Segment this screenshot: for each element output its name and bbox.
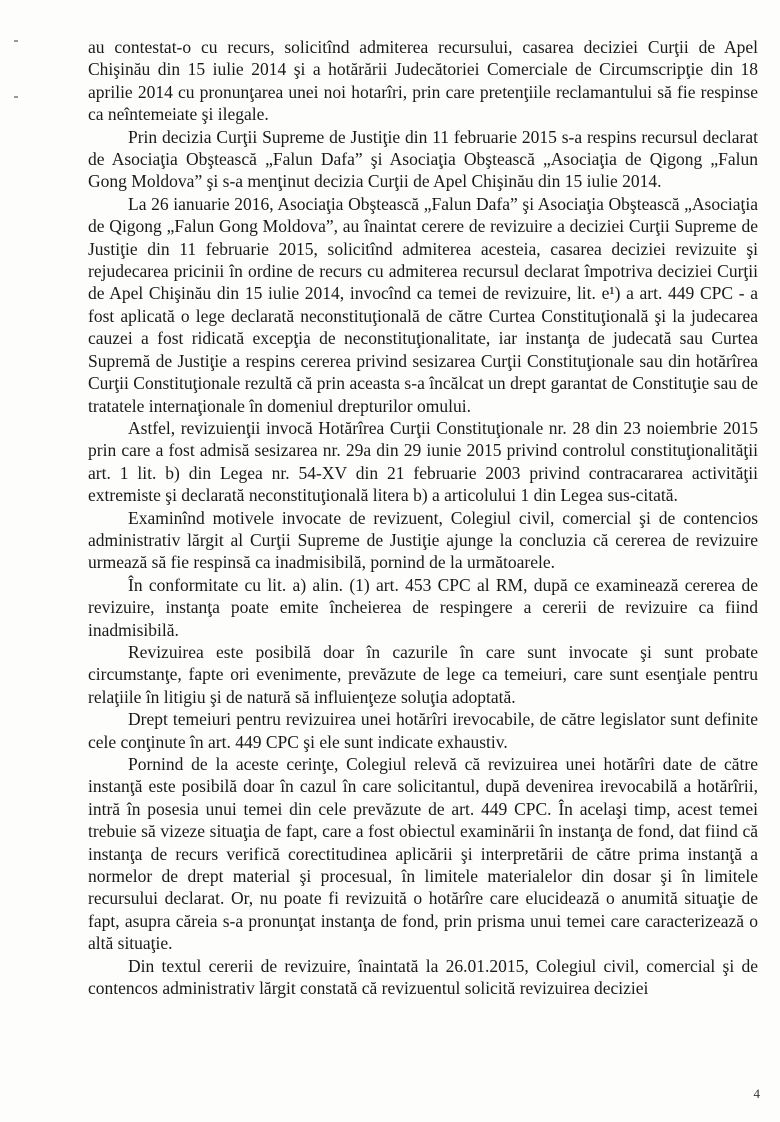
page-number: 4 xyxy=(753,1086,760,1101)
paragraph: Astfel, revizuienţii invocă Hotărîrea Curţii Constituţionale nr. 28 din 23 noiembrie 2015 prin care a fost admisă sesizarea nr. 29a din 29 iunie 2015 privind controlul constituţionalităţii art. 1 lit. b) din Legea nr. 54-XV din 21 februarie 2003 privind contracararea activităţii extremiste şi declarată neconstituţională litera b) a articolului 1 din Legea sus-citată. xyxy=(88,417,758,506)
paragraph: Revizuirea este posibilă doar în cazurile în care sunt invocate şi sunt probate circumstanţe, fapte ori evenimente, prevăzute de lege ca temeiuri, care sunt esenţiale pentru relaţiile în litigiu şi de natură să influienţeze soluţia adoptată. xyxy=(88,641,758,707)
paragraph: au contestat-o cu recurs, solicitînd admiterea recursului, casarea deciziei Curţii de Apel Chişinău din 15 iulie 2014 şi a hotărării Judecătoriei Comerciale de Circumscripţie din 18 aprilie 2014 cu pronunţarea unei noi hotarîri, prin care pretenţiile reclamantului să fie respinse ca neîntemeiate şi ilegale. xyxy=(88,37,758,125)
paragraph: În conformitate cu lit. a) alin. (1) art. 453 CPC al RM, după ce examinează cererea de revizuire, instanţa poate emite încheierea de respingere a cererii de revizuire ca fiind inadmisibilă. xyxy=(88,574,758,640)
paragraph: Din textul cererii de revizuire, înaintată la 26.01.2015, Colegiul civil, comercial şi de contencos administrativ lărgit constată că revizuentul solicită revizuirea deciziei xyxy=(88,955,758,999)
paragraph: Examinînd motivele invocate de revizuent, Colegiul civil, comercial şi de contencios administrativ lărgit al Curţii Supreme de Justiţie ajunge la concluzia că cererea de revizuire urmează să fie respinsă ca inadmisibilă, pornind de la următoarele. xyxy=(88,507,758,573)
paragraph: La 26 ianuarie 2016, Asociaţia Obştească „Falun Dafa” şi Asociaţia Obştească „Asociaţia de Qigong „Falun Gong Moldova”, au înaintat cerere de revizuire a deciziei Curţii Supreme de Justiţie din 11 februarie 2015, solicitînd admiterea acesteia, casarea deciziei revizuite şi rejudecarea pricinii în ordine de recurs cu admiterea recursul declarat împotriva deciziei Curţii de Apel Chişinău din 15 iulie 2014, invocînd ca temei de revizuire, lit. e¹) a art. 449 CPC - a fost aplicată o lege declarată neconstituţională de către Curtea Constituţională şi la judecarea cauzei a fost ridicată excepţia de neconstituţionalitate, iar instanţa de judecată sau Curtea Supremă de Justiţie a respins cererea privind sesizarea Curţii Constituţionale sau din hotărîrea Curţii Constituţionale rezultă că prin aceasta s-a încălcat un drept garantat de Constituţie sau de tratatele internaţionale în domeniul drepturilor omului. xyxy=(88,193,758,416)
paragraph: Prin decizia Curţii Supreme de Justiţie din 11 februarie 2015 s-a respins recursul declarat de Asociaţia Obştească „Falun Dafa” şi Asociaţia Obştească „Asociaţia de Qigong „Falun Gong Moldova” şi s-a menţinut decizia Curţii de Apel Chişinău din 15 iulie 2014. xyxy=(88,126,758,192)
margin-mark xyxy=(14,96,18,98)
document-body xyxy=(88,36,758,999)
paragraph: Drept temeiuri pentru revizuirea unei hotărîri irevocabile, de către legislator sunt definite cele conţinute în art. 449 CPC şi ele sunt indicate exhaustiv. xyxy=(88,709,758,752)
paragraph: Pornind de la aceste cerinţe, Colegiul relevă că revizuirea unei hotărîri date de către instanţă este posibilă doar în cazul în care solicitantul, după devenirea irevocabilă a hotărîrii, intră în posesia unui temei din cele prevăzute de art. 449 CPC. În acelaşi timp, acest temei trebuie să vizeze situaţia de fapt, care a fost obiectul examinării în instanţa de fond, dat fiind că instanţa de recurs verifică corectitudinea aplicării şi interpretării de către prima instanţă a normelor de drept material şi procesual, în limitele materialelor din dosar şi în limitele recursului declarat. Or, nu poate fi revizuită o hotărîre care elucidează o anumită situaţie de fapt, asupra căreia s-a pronunţat instanţa de fond, prin prisma unui temei care caracterizează o altă situaţie. xyxy=(88,754,758,954)
margin-mark xyxy=(14,40,18,42)
